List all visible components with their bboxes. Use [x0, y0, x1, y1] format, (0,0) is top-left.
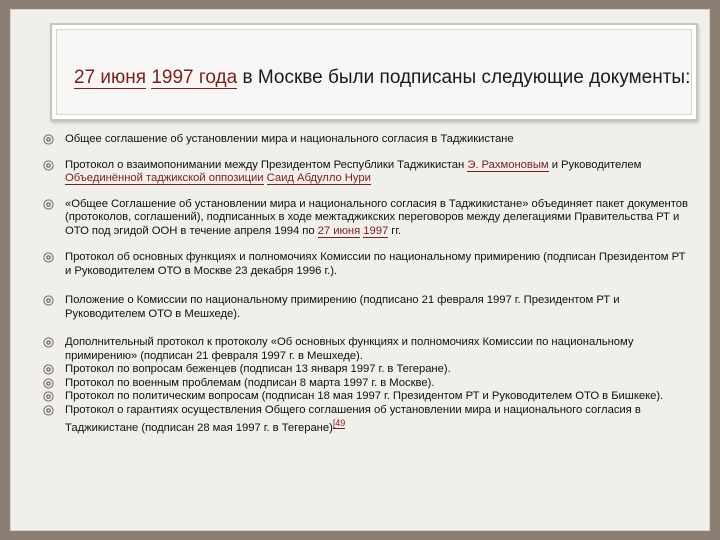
title-link-date[interactable]: 27 июня — [74, 67, 147, 88]
bullet-icon — [43, 199, 54, 210]
list-item — [10, 133, 710, 147]
item-text: Протокол об основных функциях и полномочиях Комиссии по национальному примирению (подписан Президентом РТ и Руководителем ОТО в Москве 23 декабря 1996 г.). — [65, 251, 686, 277]
bullet-icon — [43, 337, 54, 348]
documents-list — [10, 133, 710, 436]
title-text: в Москве были подписаны следующие документы: — [237, 67, 691, 88]
item-text: гг. — [388, 224, 402, 237]
slide-title — [74, 67, 691, 89]
inline-link[interactable]: [49 — [332, 418, 346, 428]
bullet-icon — [43, 378, 54, 389]
item-text: Протокол по военным проблемам (подписан 8 марта 1997 г. в Москве). — [65, 376, 435, 389]
list-item — [10, 294, 710, 321]
item-text: Протокол по вопросам беженцев (подписан 13 января 1997 г. в Тегеране). — [65, 363, 451, 375]
inline-link[interactable]: Объединённой таджикской оппозиции — [65, 172, 264, 184]
list-item — [10, 251, 710, 278]
bullet-icon — [43, 134, 54, 145]
list-item — [10, 404, 710, 436]
list-item — [10, 336, 710, 363]
inline-link[interactable]: Э. Рахмоновым — [467, 158, 549, 171]
bullet-icon — [43, 405, 54, 416]
list-item — [10, 390, 710, 404]
title-box — [50, 23, 698, 121]
inline-link[interactable]: 27 июня — [317, 224, 361, 237]
slide — [10, 9, 710, 531]
inline-link[interactable]: Саид Абдулло Нури — [266, 172, 371, 184]
item-text: Дополнительный протокол к протоколу «Об основных функциях и полномочиях Комиссии по национальному примирению» (подписан 21 февраля 1997 г. в Мешхеде). — [65, 336, 634, 362]
inline-link[interactable]: 1997 — [363, 224, 389, 237]
bullet-icon — [43, 295, 54, 306]
bullet-icon — [43, 252, 54, 263]
list-item — [10, 377, 710, 391]
item-text: Протокол о взаимопонимании между Президентом Республики Таджикистан — [65, 158, 468, 171]
list-item — [10, 159, 710, 186]
bullet-icon — [43, 364, 54, 375]
item-text: и Руководителем — [548, 158, 642, 171]
list-item — [10, 198, 710, 239]
bullet-icon — [43, 160, 54, 171]
item-text: Протокол о гарантиях осуществления Общего соглашения об установлении мира и национального согласия в Таджикистане (подписан 28 мая 1997 г. в Тегеране) — [65, 403, 641, 434]
list-item — [10, 363, 710, 377]
item-text: Протокол по политическим вопросам (подписан 18 мая 1997 г. Президентом РТ и Руководителем ОТО в Бишкеке). — [65, 390, 664, 402]
bullet-icon — [43, 391, 54, 402]
title-link-year[interactable]: 1997 года — [151, 67, 238, 88]
item-text: «Общее Соглашение об установлении мира и национального согласия в Таджикистане» объединяет пакет документов (протоколов, соглашений), подписанных в ходе межтаджикских переговоров между делегациями Правительства РТ и ОТО под эгидой ООН в течение апреля 1994 по — [65, 197, 688, 237]
item-text: Общее соглашение об установлении мира и национального согласия в Таджикистане — [65, 133, 514, 145]
item-text: Положение о Комиссии по национальному примирению (подписано 21 февраля 1997 г. Президентом РТ и Руководителем ОТО в Мешхеде). — [65, 294, 620, 320]
